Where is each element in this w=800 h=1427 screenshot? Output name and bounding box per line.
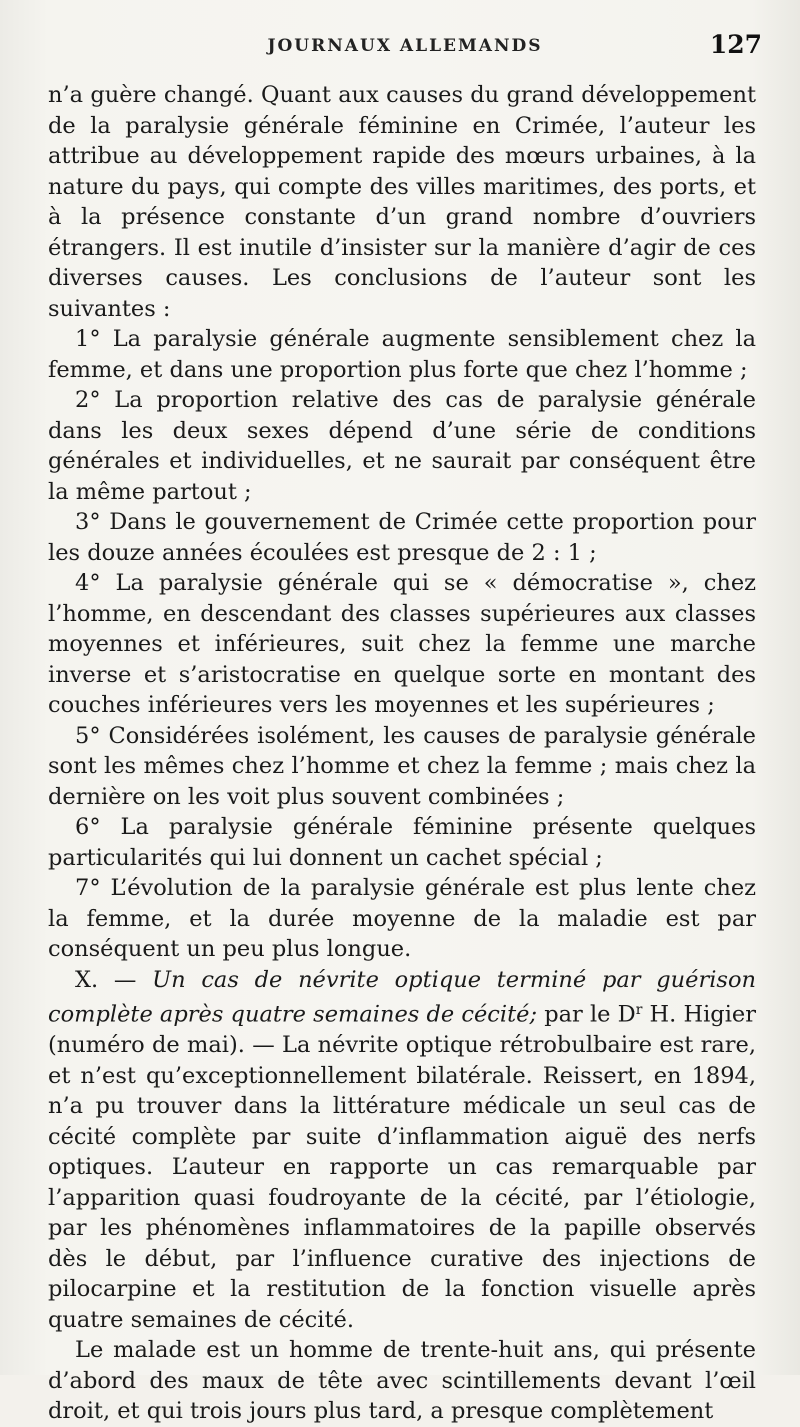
conclusion-4: 4° La paralysie générale qui se « démocratise », chez l’homme, en descendant des classes supérieures aux classes moyennes et inférieures, suit chez la femme une marche inverse et s’aristocratise en quelque sorte en montant des couches inférieures vers les moyennes et les supérieures ; bbox=[48, 570, 756, 718]
conclusion-5: 5° Considérées isolément, les causes de paralysie générale sont les mêmes chez l’homme et chez la femme ; mais chez la dernière on les voit plus souvent combinées ; bbox=[48, 722, 756, 810]
conclusion-2: 2° La proportion relative des cas de paralysie générale dans les deux sexes dépend d’une série de conditions générales et individuelles, et ne saurait par conséquent être la même partout ; bbox=[48, 387, 756, 505]
paragraph-intro: n’a guère changé. Quant aux causes du grand développement de la paralysie générale féminine en Crimée, l’auteur les attribue au développement rapide des mœurs urbaines, à la nature du pays, qui compte des villes maritimes, des ports, et à la présence constante d’un grand nombre d’ouvriers étrangers. Il est inutile d’insister sur la manière d’agir de ces diverses causes. Les conclusions de l’auteur sont les suivantes : bbox=[48, 82, 756, 322]
running-head: JOURNAUX ALLEMANDS bbox=[267, 36, 543, 56]
section-x-title: Un cas de névrite optique terminé par guérison complète après quatre semaines de cécité; bbox=[48, 966, 756, 1028]
paragraph-patient: Le malade est un homme de trente-huit ans, qui présente d’abord des maux de tête avec scintillements devant l’œil droit, et qui trois jours plus tard, a presque complètement bbox=[48, 1337, 756, 1425]
section-x-prefix: X. — bbox=[75, 966, 153, 993]
conclusion-1: 1° La paralysie générale augmente sensiblement chez la femme, et dans une proportion plus forte que chez l’homme ; bbox=[48, 326, 756, 383]
body-text bbox=[48, 80, 756, 1427]
page-header bbox=[48, 30, 762, 70]
page-number: 127 bbox=[709, 30, 762, 59]
conclusion-6: 6° La paralysie générale féminine présente quelques particularités qui lui donnent un cachet spécial ; bbox=[48, 814, 756, 871]
section-x-body: H. Higier (numéro de mai). — La névrite optique rétrobulbaire est rare, et n’est qu’exceptionnellement bilatérale. Reissert, en 1894, n’a pu trouver dans la littérature médicale un seul cas de cécité complète par suite d’inflammation aiguë des nerfs optiques. L’auteur en rapporte un cas remarquable par l’apparition quasi foudroyante de la cécité, par l’étiologie, par les phénomènes inflammatoires de la papille observés dès le début, par l’influence curative des injections de pilocarpine et la restitution de la fonction visuelle après quatre semaines de cécité. bbox=[48, 1001, 756, 1333]
conclusion-3: 3° Dans le gouvernement de Crimée cette proportion pour les douze années écoulées est presque de 2 : 1 ; bbox=[48, 509, 756, 566]
doctor-superscript: r bbox=[635, 1002, 643, 1018]
conclusion-7: 7° L’évolution de la paralysie générale est plus lente chez la femme, et la durée moyenne de la maladie est par conséquent un peu plus longue. bbox=[48, 875, 756, 962]
section-x-by: par le D bbox=[537, 1001, 636, 1028]
section-x-paragraph bbox=[48, 965, 756, 1336]
